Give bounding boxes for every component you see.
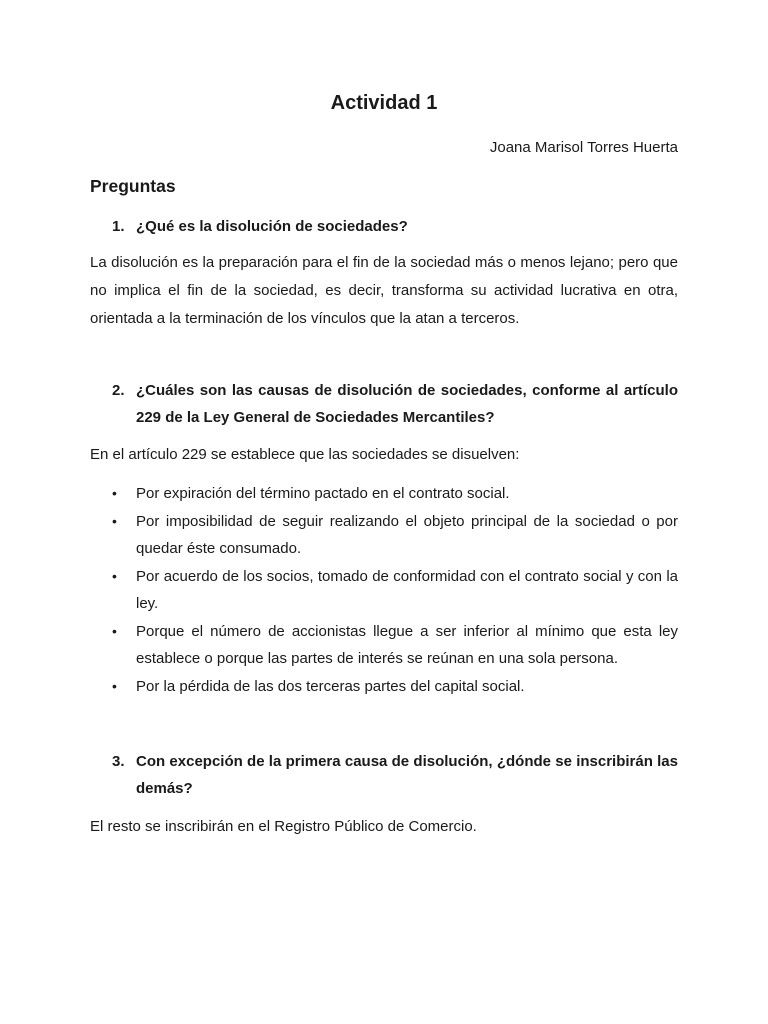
bullet-icon: •: [112, 485, 117, 501]
question-text: ¿Cuáles son las causas de disolución de sociedades, conforme al artículo 229 de la Ley General de Sociedades Mercantiles?: [136, 382, 678, 426]
bullet-icon: •: [112, 623, 117, 639]
list-item-text: Por acuerdo de los socios, tomado de conformidad con el contrato social y con la ley.: [136, 568, 678, 612]
answer-2-intro: En el artículo 229 se establece que las sociedades se disuelven:: [90, 446, 520, 463]
question-text: Con excepción de la primera causa de disolución, ¿dónde se inscribirán las demás?: [136, 753, 678, 797]
list-item: [90, 480, 678, 507]
answer-1: La disolución es la preparación para el fin de la sociedad más o menos lejano; pero que no implica el fin de la sociedad, es decir, transforma su actividad lucrativa en otra, orientada a la terminación de los vínculos que la atan a terceros.: [90, 254, 678, 327]
question-number: 3.: [112, 753, 125, 770]
list-item: [90, 508, 678, 562]
question-1-block: [90, 213, 678, 240]
causes-list: [90, 480, 678, 700]
author-name: Joana Marisol Torres Huerta: [489, 139, 678, 156]
list-item-text: Por imposibilidad de seguir realizando el objeto principal de la sociedad o por quedar éste consumado.: [136, 513, 678, 557]
list-item: [90, 673, 678, 700]
list-item-text: Por la pérdida de las dos terceras partes del capital social.: [136, 678, 525, 695]
list-item-text: Por expiración del término pactado en el contrato social.: [136, 485, 510, 502]
answer-2-block: [90, 441, 678, 469]
bullet-icon: •: [112, 513, 117, 529]
question-number: 1.: [112, 218, 125, 235]
causes-list-block: [90, 480, 678, 701]
question-text: ¿Qué es la disolución de sociedades?: [136, 218, 408, 235]
bullet-icon: •: [112, 568, 117, 584]
list-item: [90, 563, 678, 617]
question-2-block: [90, 377, 678, 431]
bullet-icon: •: [112, 678, 117, 694]
answer-3-block: [90, 813, 678, 841]
question-2: [90, 377, 678, 431]
list-item: [90, 618, 678, 672]
document-title: Actividad 1: [330, 92, 438, 114]
answer-3: El resto se inscribirán en el Registro Público de Comercio.: [90, 818, 477, 835]
section-heading: Preguntas: [90, 176, 176, 196]
question-1: [90, 213, 678, 240]
question-3: [90, 748, 678, 802]
list-item-text: Porque el número de accionistas llegue a ser inferior al mínimo que esta ley establece o porque las partes de interés se reúnan en una sola persona.: [136, 623, 678, 667]
question-number: 2.: [112, 382, 125, 399]
answer-1-block: [90, 249, 678, 333]
question-3-block: [90, 748, 678, 802]
